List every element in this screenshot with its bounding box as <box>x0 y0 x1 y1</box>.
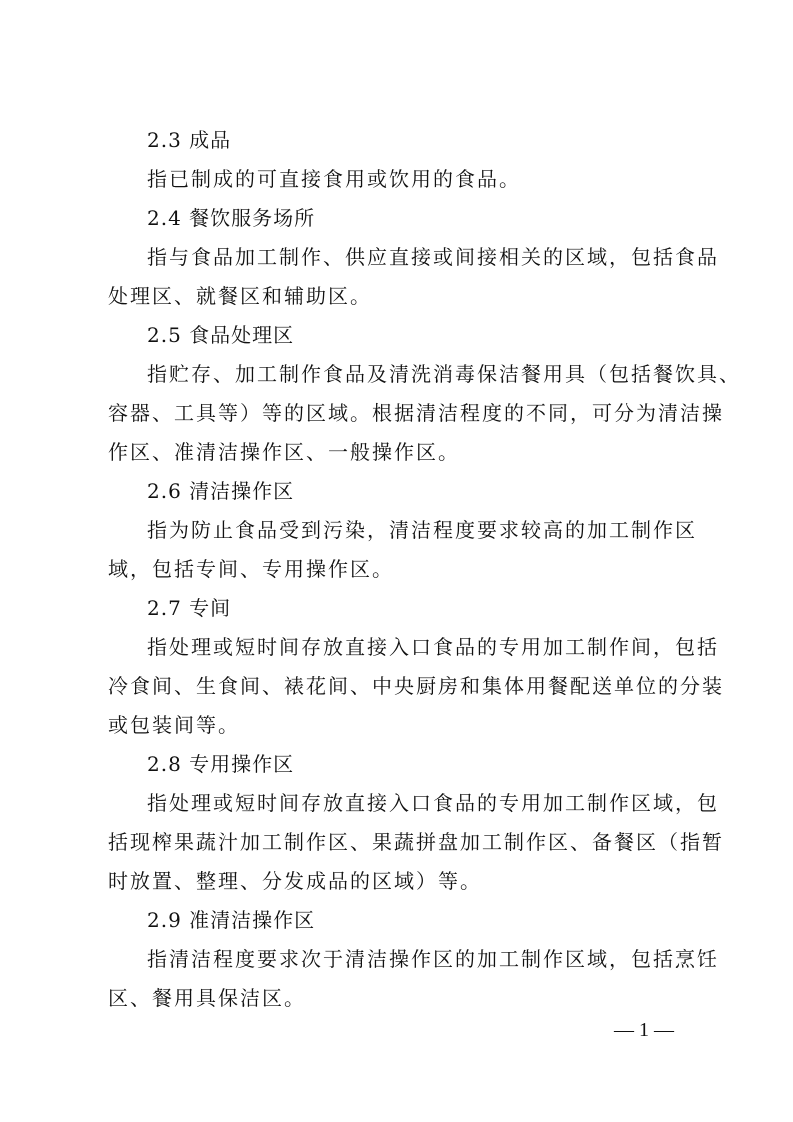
section-heading-2-8: 2.8 专用操作区 <box>147 752 295 776</box>
section-heading-2-6: 2.6 清洁操作区 <box>147 479 295 503</box>
paragraph-line: 指处理或短时间存放直接入口食品的专用加工制作间，包括 <box>147 635 719 659</box>
paragraph-line: 括现榨果蔬汁加工制作区、果蔬拼盘加工制作区、备餐区（指暂 <box>108 830 724 854</box>
paragraph-line: 作区、准清洁操作区、一般操作区。 <box>108 440 460 464</box>
section-heading-2-7: 2.7 专间 <box>147 596 232 620</box>
paragraph-line: 或包装间等。 <box>108 713 240 737</box>
paragraph-line: 指贮存、加工制作食品及清洗消毒保洁餐用具（包括餐饮具、 <box>147 362 741 386</box>
paragraph-line: 域，包括专间、专用操作区。 <box>108 557 394 581</box>
paragraph-line: 指为防止食品受到污染，清洁程度要求较高的加工制作区 <box>147 518 697 542</box>
page-number: — 1 — <box>614 1019 674 1041</box>
section-heading-2-3: 2.3 成品 <box>147 128 232 152</box>
paragraph-line: 区、餐用具保洁区。 <box>108 986 306 1010</box>
paragraph-line: 指已制成的可直接食用或饮用的食品。 <box>147 167 521 191</box>
paragraph-line: 指与食品加工制作、供应直接或间接相关的区域，包括食品 <box>147 245 719 269</box>
paragraph-line: 容器、工具等）等的区域。根据清洁程度的不同，可分为清洁操 <box>108 401 724 425</box>
section-heading-2-9: 2.9 准清洁操作区 <box>147 908 316 932</box>
paragraph-line: 时放置、整理、分发成品的区域）等。 <box>108 869 482 893</box>
section-heading-2-5: 2.5 食品处理区 <box>147 323 295 347</box>
paragraph-line: 指清洁程度要求次于清洁操作区的加工制作区域，包括烹饪 <box>147 947 719 971</box>
paragraph-line: 冷食间、生食间、裱花间、中央厨房和集体用餐配送单位的分装 <box>108 674 724 698</box>
paragraph-line: 指处理或短时间存放直接入口食品的专用加工制作区域，包 <box>147 791 719 815</box>
paragraph-line: 处理区、就餐区和辅助区。 <box>108 284 372 308</box>
section-heading-2-4: 2.4 餐饮服务场所 <box>147 206 316 230</box>
